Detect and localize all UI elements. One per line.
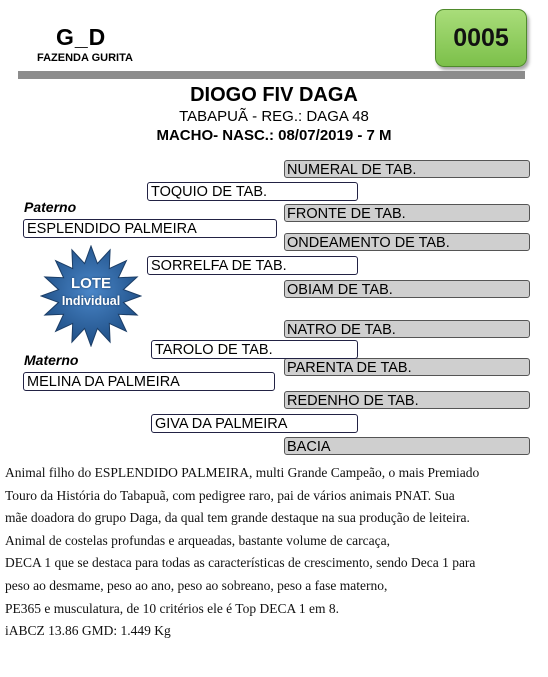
lote-individual-badge — [40, 245, 142, 347]
father-name: ESPLENDIDO PALMEIRA — [23, 219, 277, 238]
description-line: Animal de costelas profundas e arqueadas, bastante volume de carcaça, — [5, 532, 390, 548]
lot-number-badge: 0005 — [435, 9, 527, 67]
header-divider — [18, 71, 525, 79]
maternal-label: Materno — [24, 352, 79, 368]
farm-logo-text: G_D — [56, 24, 107, 50]
great-grandparent-8: BACIA — [284, 437, 530, 455]
description-line: iABCZ 13.86 GMD: 1.449 Kg — [5, 623, 171, 639]
description-line: Animal filho do ESPLENDIDO PALMEIRA, multi Grande Campeão, o mais Premiado — [5, 465, 480, 480]
description-line: PE365 e musculatura, de 10 critérios ele é Top DECA 1 em 8. — [5, 600, 339, 616]
animal-breed-registration: TABAPUÃ - REG.: DAGA 48 — [179, 108, 369, 125]
animal-name: DIOGO FIV DAGA — [190, 84, 358, 106]
farm-name: FAZENDA GURITA — [37, 52, 133, 64]
maternal-grandmother: GIVA DA PALMEIRA — [151, 414, 358, 433]
maternal-grandfather: TAROLO DE TAB. — [151, 340, 358, 359]
animal-description — [5, 462, 545, 643]
great-grandparent-2: FRONTE DE TAB. — [284, 204, 530, 222]
badge-line2: Individual — [61, 294, 121, 308]
great-grandparent-1: NUMERAL DE TAB. — [284, 160, 530, 178]
paternal-label: Paterno — [24, 199, 77, 215]
description-line: mãe doadora do grupo Daga, da qual tem grande destaque na sua produção de leiteira. — [5, 510, 470, 526]
mother-name: MELINA DA PALMEIRA — [23, 372, 275, 391]
badge-line1: LOTE — [71, 275, 111, 292]
great-grandparent-7: REDENHO DE TAB. — [284, 391, 530, 409]
great-grandparent-4: OBIAM DE TAB. — [284, 280, 530, 298]
paternal-grandfather: TOQUIO DE TAB. — [147, 182, 358, 201]
great-grandparent-6: PARENTA DE TAB. — [284, 358, 530, 376]
description-line: Touro da História do Tabapuã, com pedigree raro, pai de vários animais PNAT. Sua — [5, 487, 455, 503]
great-grandparent-5: NATRO DE TAB. — [284, 320, 530, 338]
description-line: DECA 1 que se destaca para todas as características de crescimento, sendo Deca 1 para — [5, 555, 476, 571]
description-line: peso ao desmame, peso ao ano, peso ao sobreano, peso a fase materno, — [5, 577, 388, 593]
animal-sex-birthdate: MACHO- NASC.: 08/07/2019 - 7 M — [156, 127, 392, 144]
great-grandparent-3: ONDEAMENTO DE TAB. — [284, 233, 530, 251]
paternal-grandmother: SORRELFA DE TAB. — [147, 256, 358, 275]
